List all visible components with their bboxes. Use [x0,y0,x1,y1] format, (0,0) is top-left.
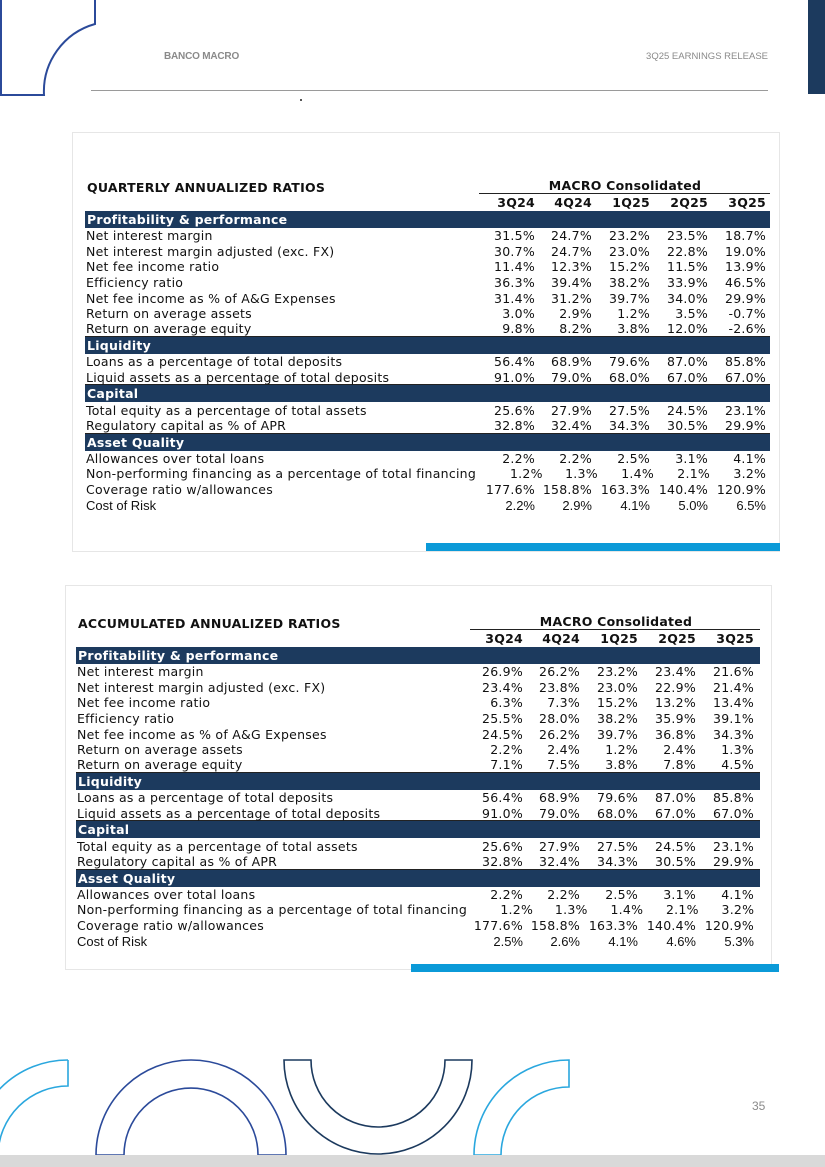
row-value: 7.1% [490,757,523,773]
row-value: 68.0% [597,805,638,821]
row-label: Return on average assets [86,306,252,322]
row-value: 31.5% [494,228,535,244]
company-name: BANCO MACRO [164,51,240,62]
row-value: 25.6% [494,402,535,418]
table-row [85,228,770,244]
row-label: Net interest margin adjusted (exc. FX) [77,679,326,695]
header-rule [470,629,760,630]
row-value: 30.7% [494,243,535,259]
table-row [76,902,760,918]
row-value: 2.2% [559,450,592,466]
row-value: 1.2% [617,306,650,322]
row-value: 36.8% [655,726,696,742]
row-value: 30.5% [655,853,696,869]
row-value: 68.9% [539,790,580,806]
row-value: 22.9% [655,679,696,695]
section-header: Asset Quality [76,870,760,887]
table-row [76,838,760,854]
row-value: 2.5% [493,933,523,949]
row-label: Total equity as a percentage of total assets [77,838,358,854]
row-value: 13.4% [713,695,754,711]
row-value: 1.2% [605,742,638,758]
row-value: 67.0% [725,369,766,385]
row-value: 177.6% [473,918,523,934]
row-value: 24.7% [551,228,592,244]
quarterly-ratios-table [85,176,770,513]
row-label: Net fee income ratio [86,259,220,275]
row-value: 35.9% [655,711,696,727]
row-value: 158.8% [530,918,580,934]
row-value: 32.8% [482,853,523,869]
accumulated-accent-bar [411,964,779,972]
row-value: 8.2% [559,321,592,337]
row-value: 38.2% [597,711,638,727]
row-value: 79.0% [539,805,580,821]
table-row [76,790,760,806]
period-header: 3Q24 [485,631,523,646]
row-value: 5.3% [724,933,754,949]
row-value: 34.3% [609,417,650,433]
row-value: 140.4% [646,918,696,934]
row-value: 2.1% [665,902,699,918]
row-value: 22.8% [667,243,708,259]
row-value: 3.8% [617,321,650,337]
row-value: 158.8% [542,482,592,498]
row-value: 23.0% [609,243,650,259]
row-label: Allowances over total loans [77,886,256,902]
row-value: 7.8% [663,757,696,773]
row-label: Net interest margin [77,664,204,680]
row-value: 39.1% [713,711,754,727]
table-row [85,244,770,260]
row-value: 39.4% [551,275,592,291]
brand-tab [808,0,825,94]
row-value: 91.0% [494,369,535,385]
accumulated-ratios-table [76,612,760,949]
row-value: 1.4% [610,902,644,918]
row-value: 27.5% [597,838,638,854]
row-value: 2.9% [559,306,592,322]
row-value: 1.2% [509,466,543,482]
header-arc-decoration [0,0,120,100]
row-value: 1.3% [554,902,588,918]
row-value: 2.2% [502,450,535,466]
table-row [76,664,760,680]
table-row [85,259,770,275]
row-value: 4.6% [666,933,696,949]
row-value: 3.8% [605,757,638,773]
table-row [76,887,760,903]
row-value: 23.4% [655,664,696,680]
row-value: 3.2% [733,466,767,482]
row-value: 9.8% [502,321,535,337]
row-value: 33.9% [667,275,708,291]
row-value: 18.7% [725,228,766,244]
row-value: 7.3% [547,695,580,711]
row-value: 56.4% [494,354,535,370]
row-value: 11.4% [494,259,535,275]
section-header: Liquidity [85,337,770,354]
table-subtitle: MACRO Consolidated [548,178,702,193]
table-title: ACCUMULATED ANNUALIZED RATIOS [78,616,341,631]
row-value: 1.2% [500,902,534,918]
row-value: 5.0% [678,497,708,513]
row-value: 12.3% [551,259,592,275]
row-label: Coverage ratio w/allowances [86,482,273,498]
row-label: Return on average equity [77,757,243,773]
row-value: 26.2% [539,726,580,742]
row-value: 2.2% [490,742,523,758]
period-header: 2Q25 [670,195,708,210]
period-header: 3Q24 [497,195,535,210]
row-value: 31.4% [494,290,535,306]
row-value: 6.5% [736,497,766,513]
row-value: 15.2% [609,259,650,275]
section-header: Profitability & performance [76,647,760,664]
row-value: 85.8% [713,790,754,806]
row-value: 67.0% [655,805,696,821]
row-value: 27.5% [609,402,650,418]
row-value: 2.4% [547,742,580,758]
row-value: 7.5% [547,757,580,773]
header-divider [91,90,768,91]
table-row [85,290,770,306]
row-value: 31.2% [551,290,592,306]
row-label: Efficiency ratio [77,711,175,727]
row-value: 4.1% [620,497,650,513]
row-value: 23.2% [597,664,638,680]
table-row [85,370,770,386]
row-label: Non-performing financing as a percentage of total financing [77,902,468,918]
row-value: 2.5% [605,886,638,902]
row-value: 56.4% [482,790,523,806]
period-header: 4Q24 [542,631,580,646]
table-row [85,497,770,513]
row-value: 79.6% [597,790,638,806]
section-header: Profitability & performance [85,211,770,228]
row-value: 24.7% [551,243,592,259]
table-row [76,680,760,696]
period-header: 1Q25 [612,195,650,210]
table-row [76,854,760,870]
row-label: Non-performing financing as a percentage of total financing [86,466,477,482]
row-value: 34.3% [713,726,754,742]
row-value: 1.4% [621,466,654,482]
table-row [76,742,760,758]
row-value: 23.8% [539,679,580,695]
row-value: 29.9% [725,417,766,433]
row-value: 46.5% [725,275,766,291]
row-value: 38.2% [609,275,650,291]
table-row [85,482,770,498]
row-label: Return on average assets [77,742,243,758]
table-row [76,695,760,711]
table-row [85,354,770,370]
row-value: 68.0% [609,369,650,385]
row-value: 163.3% [600,482,650,498]
row-value: 11.5% [667,259,708,275]
section-header: Capital [76,821,760,838]
row-value: 21.6% [713,664,754,680]
row-value: 1.3% [565,466,598,482]
quarterly-accent-bar [426,543,780,551]
row-value: 163.3% [588,918,638,934]
row-value: 2.9% [562,497,592,513]
row-value: 87.0% [655,790,696,806]
row-value: 4.5% [721,757,754,773]
row-value: 30.5% [667,417,708,433]
row-value: 4.1% [608,933,638,949]
row-value: 3.1% [675,450,708,466]
row-value: 79.0% [551,369,592,385]
row-value: 4.1% [721,886,754,902]
row-value: 27.9% [551,402,592,418]
row-value: 120.9% [716,482,766,498]
row-value: 12.0% [667,321,708,337]
table-title: QUARTERLY ANNUALIZED RATIOS [87,180,326,195]
row-value: 34.0% [667,290,708,306]
period-header-row [85,194,770,211]
row-value: 23.1% [713,838,754,854]
period-header: 3Q25 [728,195,766,210]
report-title: 3Q25 EARNINGS RELEASE [646,51,768,62]
table-row [85,451,770,467]
row-value: 23.4% [482,679,523,695]
row-value: 29.9% [725,290,766,306]
row-label: Regulatory capital as % of APR [77,853,278,869]
page-number: 35 [752,1099,766,1113]
row-value: 1.3% [721,742,754,758]
row-value: 3.2% [721,902,755,918]
row-value: 23.5% [667,228,708,244]
period-header-row [76,630,760,647]
table-row [85,275,770,291]
row-value: 25.6% [482,838,523,854]
row-value: 2.5% [617,450,650,466]
table-row [76,711,760,727]
row-value: 2.2% [547,886,580,902]
row-value: 29.9% [713,853,754,869]
row-value: 2.4% [663,742,696,758]
row-value: 6.3% [490,695,523,711]
row-value: 13.2% [655,695,696,711]
row-value: 67.0% [713,805,754,821]
row-label: Net fee income ratio [77,695,211,711]
table-row [85,402,770,418]
row-label: Net fee income as % of A&G Expenses [86,290,336,306]
row-label: Cost of Risk [86,497,157,513]
row-value: 28.0% [539,711,580,727]
row-value: 24.5% [655,838,696,854]
row-label: Loans as a percentage of total deposits [77,790,334,806]
row-value: 2.2% [490,886,523,902]
row-value: -2.6% [728,321,766,337]
row-value: 68.9% [551,354,592,370]
section-header: Asset Quality [85,434,770,451]
table-row [85,418,770,434]
row-value: 27.9% [539,838,580,854]
row-value: 26.9% [482,664,523,680]
period-header: 1Q25 [600,631,638,646]
row-label: Loans as a percentage of total deposits [86,354,343,370]
row-label: Cost of Risk [77,933,148,949]
row-value: 2.2% [505,497,535,513]
row-value: 177.6% [485,482,535,498]
table-row [76,806,760,822]
period-header: 3Q25 [716,631,754,646]
row-value: 87.0% [667,354,708,370]
row-label: Allowances over total loans [86,450,265,466]
row-value: 3.5% [675,306,708,322]
row-value: 26.2% [539,664,580,680]
section-header: Capital [85,385,770,402]
row-value: 85.8% [725,354,766,370]
section-header: Liquidity [76,773,760,790]
period-header: 2Q25 [658,631,696,646]
row-value: 3.0% [502,306,535,322]
footer-strip [0,1155,825,1167]
row-value: 23.0% [597,679,638,695]
row-value: 13.9% [725,259,766,275]
row-value: 21.4% [713,679,754,695]
row-value: 34.3% [597,853,638,869]
row-value: 3.1% [663,886,696,902]
row-value: 2.1% [677,466,711,482]
header-rule [479,193,770,194]
header-dot [300,99,302,101]
period-header: 4Q24 [554,195,592,210]
table-row [76,726,760,742]
row-value: 32.4% [539,853,580,869]
table-header [85,176,770,194]
table-row [76,918,760,934]
table-header [76,612,760,630]
row-label: Net interest margin [86,228,213,244]
row-value: 23.2% [609,228,650,244]
row-value: 140.4% [658,482,708,498]
table-row [85,466,770,482]
row-value: 32.4% [551,417,592,433]
row-value: 24.5% [482,726,523,742]
row-value: 24.5% [667,402,708,418]
row-label: Liquid assets as a percentage of total deposits [86,369,390,385]
table-row [76,933,760,949]
table-subtitle: MACRO Consolidated [539,614,693,629]
row-value: 120.9% [704,918,754,934]
row-label: Total equity as a percentage of total assets [86,402,367,418]
row-label: Efficiency ratio [86,275,184,291]
row-value: 19.0% [725,243,766,259]
row-value: 39.7% [597,726,638,742]
row-label: Coverage ratio w/allowances [77,918,264,934]
row-label: Net interest margin adjusted (exc. FX) [86,243,335,259]
row-value: 32.8% [494,417,535,433]
row-value: 79.6% [609,354,650,370]
row-value: 91.0% [482,805,523,821]
row-value: 4.1% [733,450,766,466]
row-value: 15.2% [597,695,638,711]
row-value: 36.3% [494,275,535,291]
table-row [85,322,770,338]
row-value: -0.7% [728,306,766,322]
row-label: Return on average equity [86,321,252,337]
row-label: Net fee income as % of A&G Expenses [77,726,327,742]
row-value: 25.5% [482,711,523,727]
row-value: 39.7% [609,290,650,306]
row-label: Liquid assets as a percentage of total deposits [77,805,381,821]
table-row [85,306,770,322]
row-value: 2.6% [550,933,580,949]
row-value: 23.1% [725,402,766,418]
row-value: 67.0% [667,369,708,385]
table-row [76,758,760,774]
row-label: Regulatory capital as % of APR [86,417,287,433]
